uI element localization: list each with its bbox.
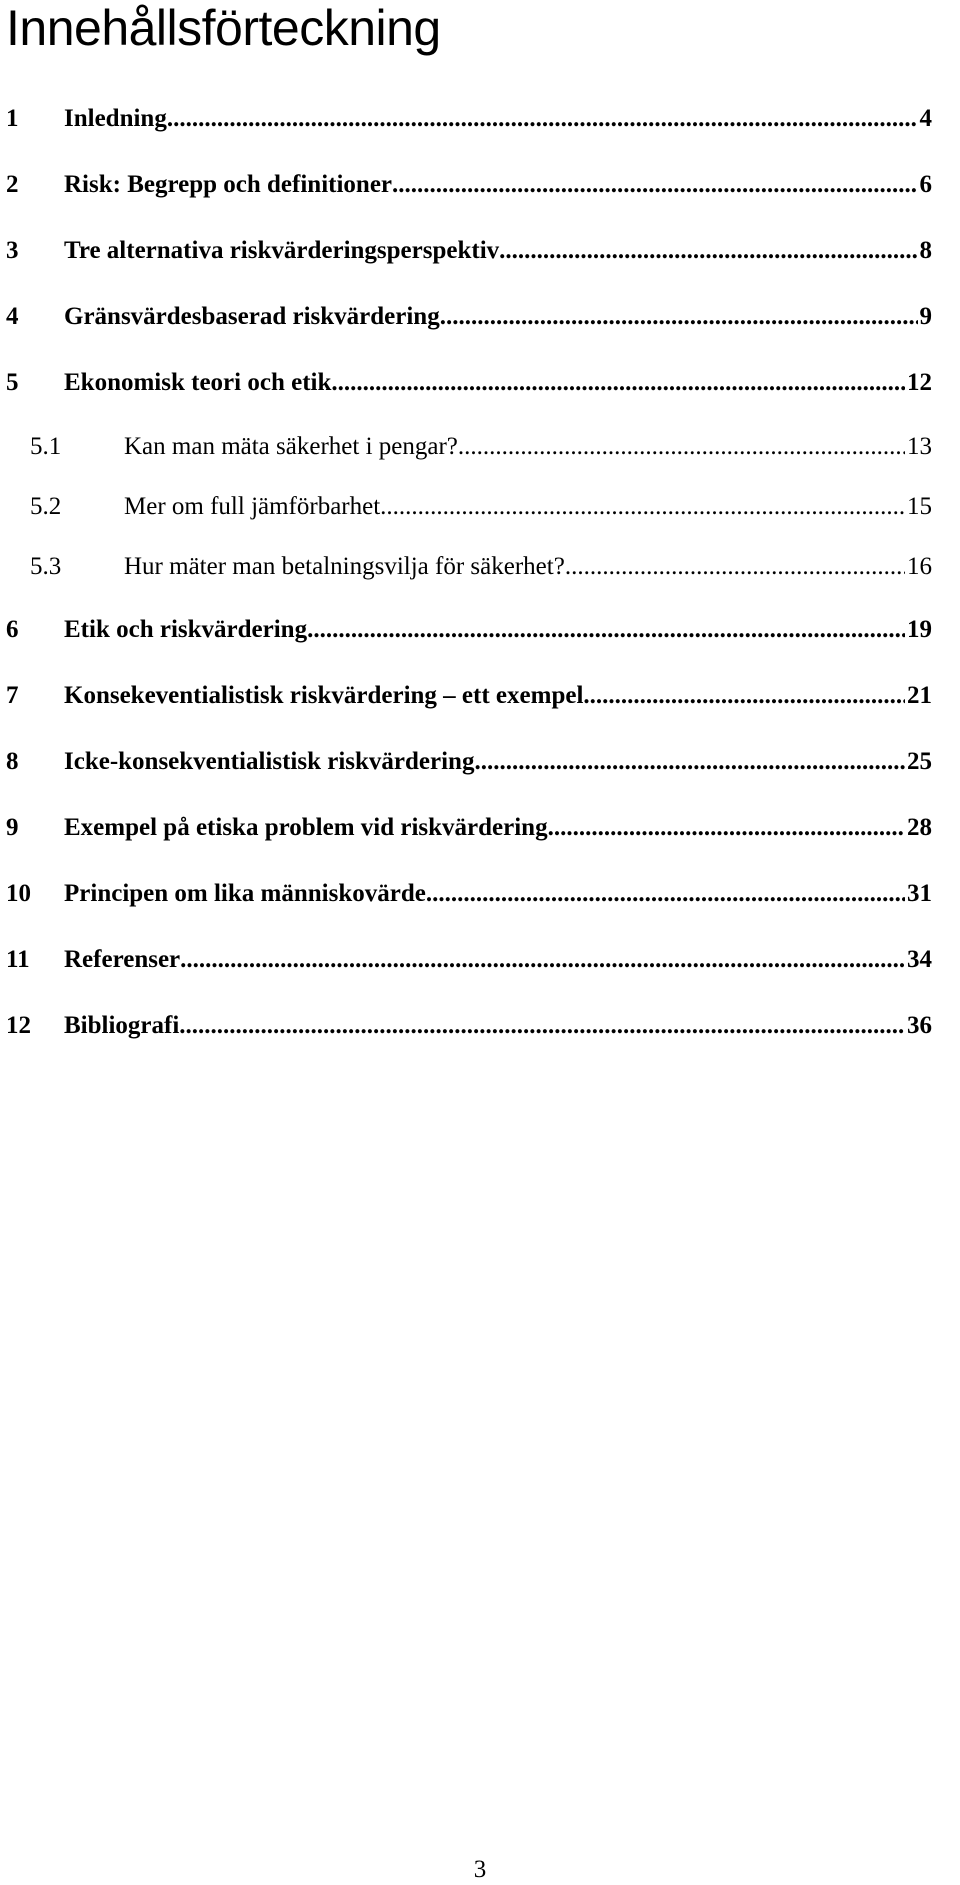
toc-entry-label: Konsekeventialistisk riskvärdering – ett exempel: [64, 682, 584, 709]
toc-entry-number: 4: [6, 303, 19, 330]
toc-entry[interactable]: [0, 492, 960, 522]
toc-entry[interactable]: [0, 747, 960, 777]
toc-entry[interactable]: [0, 302, 960, 332]
toc-entry-number: 3: [6, 237, 19, 264]
toc-entry[interactable]: [0, 432, 960, 462]
toc-entry-label: Tre alternativa riskvärderingsperspektiv: [64, 237, 500, 264]
dot-leader: [380, 492, 905, 522]
toc-entry-page: 6: [919, 171, 932, 198]
dot-leader: [167, 104, 918, 134]
toc-entry-page: 8: [919, 237, 932, 264]
toc-entry[interactable]: [0, 681, 960, 711]
dot-leader: [180, 945, 905, 975]
dot-leader: [565, 552, 905, 582]
dot-leader: [548, 813, 905, 843]
toc-entry-number: 5.2: [30, 493, 62, 520]
toc-entry-number: 7: [6, 682, 19, 709]
toc-entry-page: 21: [907, 682, 932, 709]
toc-entry-page: 4: [919, 105, 932, 132]
toc-entry-label: Risk: Begrepp och definitioner: [64, 171, 393, 198]
toc-entry-label: Hur mäter man betalningsvilja för säkerhet?: [124, 553, 565, 580]
toc-entry-page: 34: [907, 946, 932, 973]
toc-entry[interactable]: [0, 879, 960, 909]
toc-entry-number: 10: [6, 880, 31, 907]
toc-entry-number: 8: [6, 748, 19, 775]
dot-leader: [307, 615, 905, 645]
toc-entry-number: 6: [6, 616, 19, 643]
dot-leader: [583, 681, 905, 711]
toc-entry-label: Exempel på etiska problem vid riskvärdering: [64, 814, 548, 841]
toc-entry-number: 5.1: [30, 433, 62, 460]
toc-entry-label: Inledning: [64, 105, 167, 132]
toc-entry-number: 5.3: [30, 553, 62, 580]
toc-entry-label: Kan man mäta säkerhet i pengar?: [124, 433, 458, 460]
toc-entry-page: 19: [907, 616, 932, 643]
toc-entry-page: 16: [907, 553, 932, 580]
toc-entry-number: 9: [6, 814, 19, 841]
toc-entry-number: 5: [6, 369, 19, 396]
toc-entry[interactable]: [0, 945, 960, 975]
dot-leader: [179, 1011, 905, 1041]
dot-leader: [426, 879, 905, 909]
toc-entry-label: Ekonomisk teori och etik: [64, 369, 332, 396]
toc-entry-label: Referenser: [64, 946, 181, 973]
toc-entry[interactable]: [0, 236, 960, 266]
dot-leader: [331, 368, 905, 398]
toc-entry-number: 11: [6, 946, 30, 973]
toc-entry-label: Etik och riskvärdering: [64, 616, 308, 643]
toc-entry-number: 2: [6, 171, 19, 198]
toc-entry-page: 9: [919, 303, 932, 330]
toc-entry-page: 12: [907, 369, 932, 396]
toc-entry-label: Bibliografi: [64, 1012, 180, 1039]
toc-entry-number: 12: [6, 1012, 31, 1039]
toc-entry-page: 13: [907, 433, 932, 460]
dot-leader: [458, 432, 905, 462]
toc-entry-page: 31: [907, 880, 932, 907]
toc-entry-label: Mer om full jämförbarhet: [124, 493, 381, 520]
dot-leader: [474, 747, 905, 777]
page-title: Innehållsförteckning: [6, 0, 441, 56]
toc-entry-label: Principen om lika människovärde: [64, 880, 426, 907]
toc-entry-label: Gränsvärdesbaserad riskvärdering: [64, 303, 440, 330]
toc-entry-page: 25: [907, 748, 932, 775]
page-number: 3: [473, 1856, 487, 1883]
dot-leader: [499, 236, 917, 266]
dot-leader: [440, 302, 918, 332]
toc-entry-page: 15: [907, 493, 932, 520]
toc-entry[interactable]: [0, 552, 960, 582]
toc-entry-label: Icke-konsekventialistisk riskvärdering: [64, 748, 475, 775]
toc-entry[interactable]: [0, 170, 960, 200]
toc-entry[interactable]: [0, 615, 960, 645]
toc-entry[interactable]: [0, 1011, 960, 1041]
dot-leader: [392, 170, 917, 200]
toc-entry[interactable]: [0, 813, 960, 843]
toc-entry-page: 36: [907, 1012, 932, 1039]
toc-entry-number: 1: [6, 105, 19, 132]
toc-entry[interactable]: [0, 368, 960, 398]
toc-entry[interactable]: [0, 104, 960, 134]
toc-entry-page: 28: [907, 814, 932, 841]
